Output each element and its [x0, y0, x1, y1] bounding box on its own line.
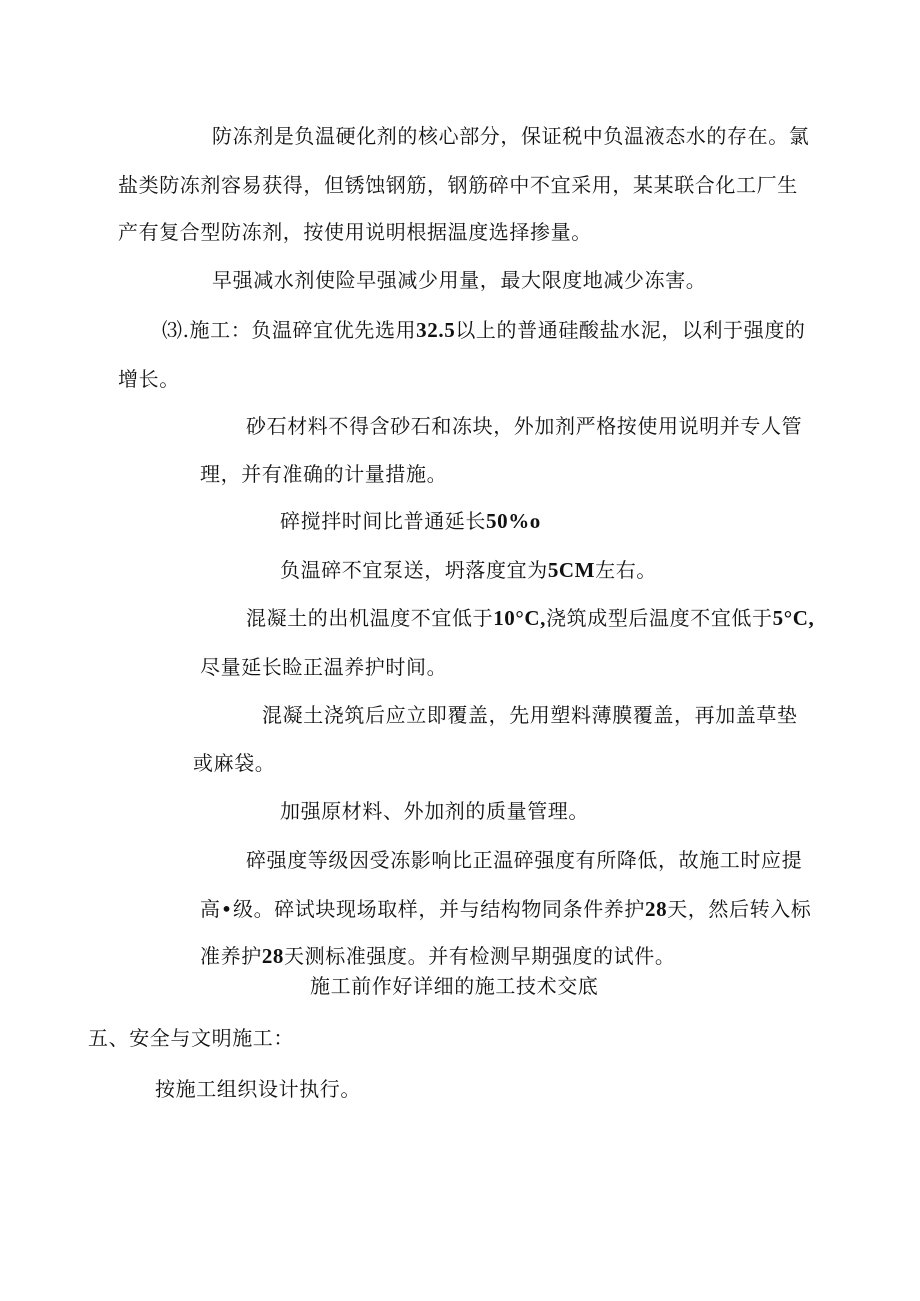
para-10-text-c: 天，然后转入标: [667, 897, 812, 921]
para-3-cement-grade: 32.5: [416, 318, 456, 342]
para-7-text-a: 混凝土的出机温度不宜低于: [246, 606, 494, 630]
para-10-days-2: 28: [261, 944, 285, 968]
para-3-text-c: 以上的普通硅酸盐水泥，以利于强度的: [455, 318, 806, 342]
para-1-line-1: 防冻剂是负温硬化剂的核心部分，保证税中负温液态水的存在。氯: [212, 124, 810, 148]
para-8-line-2: 或麻袋。: [193, 751, 276, 775]
para-10-line-3: [200, 942, 675, 970]
para-10-days-1: 28: [645, 897, 668, 921]
para-2: 早强减水剂使险早强减少用量，最大限度地减少冻害。: [212, 268, 707, 292]
para-6-value: 5CM: [547, 558, 596, 582]
para-5-value: 50%o: [486, 509, 541, 533]
section-5-body: 按施工组织设计执行。: [155, 1077, 361, 1101]
para-1-line-3: 产有复合型防冻剂，按使用说明根据温度选择掺量。: [118, 220, 592, 244]
para-5: [280, 507, 541, 535]
para-11: 施工前作好详细的施工技术交底: [310, 974, 599, 998]
para-10-line-1: 碎强度等级因受冻影响比正温碎强度有所降低，故施工时应提: [246, 848, 803, 872]
para-6: [280, 556, 657, 584]
para-10-text-d: 准养护: [200, 944, 262, 968]
para-7-line-1: [246, 604, 814, 632]
para-10-text-e: 天测标准强度。并有检测早期强度的试件。: [284, 944, 676, 968]
para-4-line-2: 理，并有准确的计量措施。: [200, 462, 448, 486]
para-9: 加强原材料、外加剂的质量管理。: [280, 799, 589, 823]
para-6-text-c: 左右。: [595, 558, 657, 582]
para-3-line-2: 增长。: [118, 367, 180, 391]
para-4-line-1: 砂石材料不得含砂石和冻块，外加剂严格按使用说明并专人管: [246, 414, 803, 438]
para-7-text-c: 浇筑成型后温度不宜低于: [546, 606, 773, 630]
section-5-heading: 五、安全与文明施工：: [88, 1026, 294, 1050]
para-6-text-a: 负温碎不宜泵送，坍落度宜为: [280, 558, 548, 582]
para-7-temp-2: 5°C,: [772, 606, 815, 630]
para-8-line-1: 混凝土浇筑后应立即覆盖，先用塑料薄膜覆盖，再加盖草垫: [262, 703, 798, 727]
para-1-line-2: 盐类防冻剂容易获得，但锈蚀钢筋，钢筋碎中不宜采用，某某联合化工厂生: [118, 173, 798, 197]
para-7-line-2: 尽量延长睑正温养护时间。: [200, 655, 448, 679]
para-10-line-2: [200, 895, 811, 923]
para-3-line-1: [162, 316, 806, 344]
para-7-temp-1: 10°C,: [493, 606, 547, 630]
para-10-text-a: 高•级。碎试块现场取样，并与结构物同条件养护: [200, 897, 645, 921]
para-5-text: 碎搅拌时间比普通延长: [280, 509, 486, 533]
para-3-text-a: ⑶.施工：负温碎宜优先选用: [162, 318, 417, 342]
